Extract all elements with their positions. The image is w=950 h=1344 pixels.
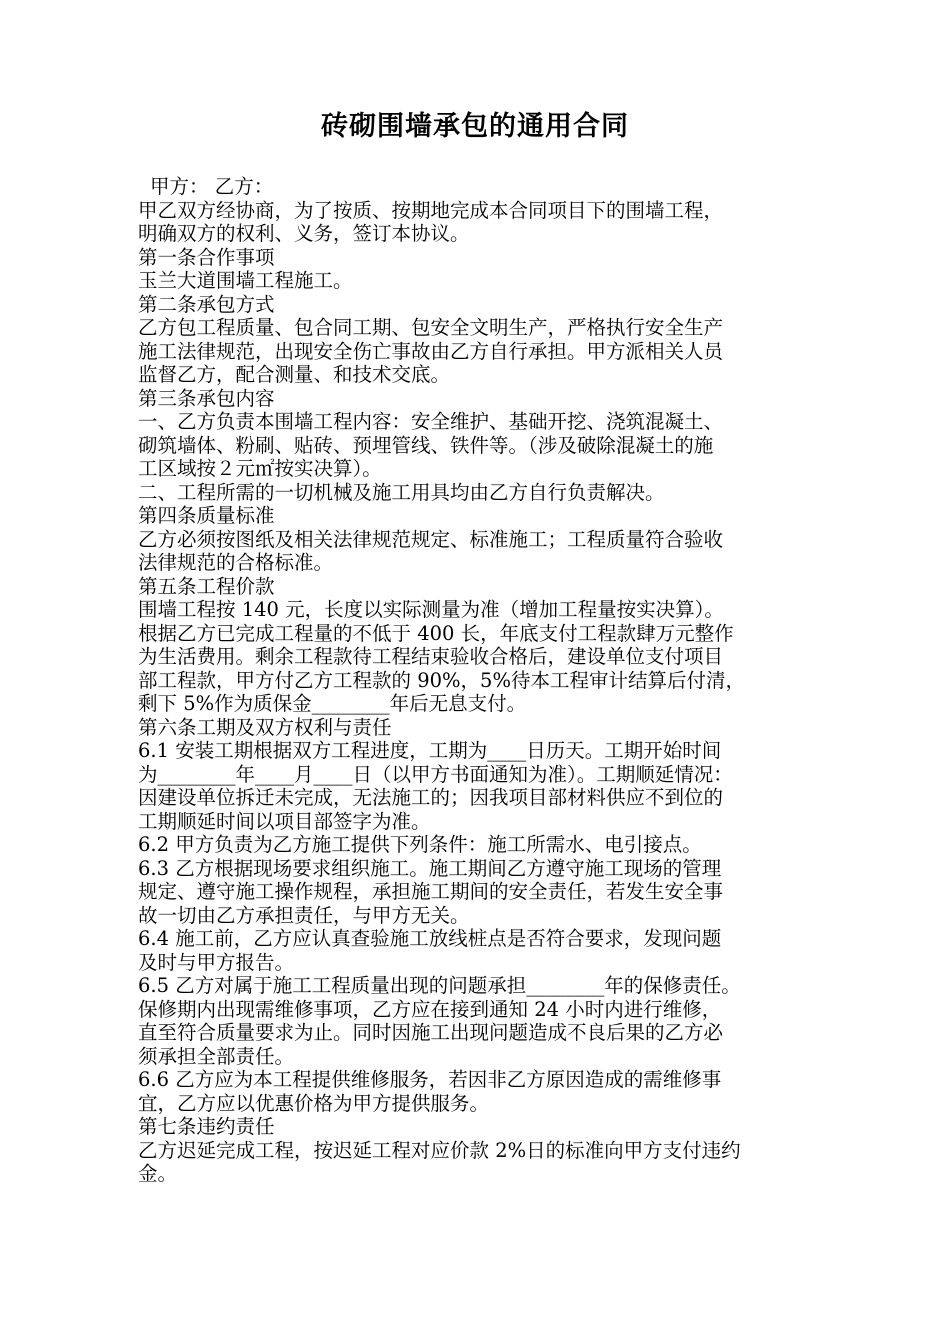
text-line: 第一条合作事项: [138, 245, 275, 269]
text-line: 须承担全部责任。: [138, 1044, 295, 1068]
text-line: 为________年____月____日（以甲方书面通知为准）。工期顺延情况：: [138, 762, 733, 786]
text-line: 砌筑墙体、粉刷、贴砖、预埋管线、铁件等。（涉及破除混凝土的施: [138, 433, 714, 457]
text-line: 6.4 施工前，乙方应认真查验施工放线桩点是否符合要求，发现问题: [138, 927, 722, 950]
text-line: 故一切由乙方承担责任，与甲方无关。: [138, 903, 470, 927]
text-line: 监督乙方，配合测量、和技术交底。: [138, 363, 451, 386]
text-line: 一、乙方负责本围墙工程内容：安全维护、基础开挖、浇筑混凝土、: [138, 410, 724, 433]
text-line: 规定、遵守施工操作规程，承担施工期间的安全责任，若发生安全事: [138, 880, 724, 903]
text-line: 第六条工期及双方权利与责任: [138, 715, 392, 739]
document-body: [138, 175, 828, 1186]
text-line: 第七条违约责任: [138, 1115, 275, 1138]
text-line: 6.1 安装工期根据双方工程进度，工期为____日历天。工期开始时间: [138, 739, 722, 762]
text-line: 第三条承包内容: [138, 386, 275, 410]
text-line: 甲乙双方经协商，为了按质、按期地完成本合同项目下的围墙工程，: [138, 198, 724, 222]
text-line: 乙方必须按图纸及相关法律规范规定、标准施工；工程质量符合验收: [138, 527, 724, 551]
document-title: 砖砌围墙承包的通用合同: [321, 111, 629, 142]
text-line: 6.2 甲方负责为乙方施工提供下列条件：施工所需水、电引接点。: [138, 833, 702, 856]
text-line: 第五条工程价款: [138, 574, 275, 598]
text-line: 围墙工程按 140 元，长度以实际测量为准（增加工程量按实决算）。: [138, 598, 724, 621]
paragraph-lines: [138, 199, 828, 1186]
text-line: 6.5 乙方对属于施工工程质量出现的问题承担________年的保修责任。: [138, 974, 741, 997]
text-line: 保修期内出现需维修事项，乙方应在接到通知 24 小时内进行维修，: [138, 997, 722, 1021]
text-line: 因建设单位拆迁未完成，无法施工的；因我项目部材料供应不到位的: [138, 786, 724, 809]
text-line: 法律规范的合格标准。: [138, 551, 334, 574]
text-line: 为生活费用。剩余工程款待工程结束验收合格后，建设单位支付项目: [138, 645, 724, 668]
text-line: 施工法律规范，出现安全伤亡事故由乙方自行承担。甲方派相关人员: [138, 339, 724, 363]
party-line: 甲方： 乙方：: [150, 175, 274, 198]
text-line: 及时与甲方报告。: [138, 950, 295, 974]
text-line: 第四条质量标准: [138, 504, 275, 527]
text-line: 6.3 乙方根据现场要求组织施工。施工期间乙方遵守施工现场的管理: [138, 856, 722, 880]
text-line: 第二条承包方式: [138, 292, 275, 316]
text-line: 明确双方的权利、义务，签订本协议。: [138, 222, 470, 245]
text-line: 金。: [138, 1162, 178, 1185]
text-line: 宜，乙方应以优惠价格为甲方提供服务。: [138, 1091, 490, 1115]
text-line: 工区域按２元㎡按实决算）。: [138, 457, 382, 480]
text-line: 部工程款，甲方付乙方工程款的 90%，5%待本工程审计结算后付清，: [138, 668, 745, 692]
text-line: 6.6 乙方应为本工程提供维修服务，若因非乙方原因造成的需维修事: [138, 1068, 722, 1091]
text-line: 乙方包工程质量、包合同工期、包安全文明生产，严格执行安全生产: [138, 316, 724, 339]
text-line: 剩下 5%作为质保金________年后无息支付。: [138, 692, 527, 715]
text-line: 根据乙方已完成工程量的不低于 400 长，年底支付工程款肆万元整作: [138, 621, 734, 645]
text-line: 工期顺延时间以项目部签字为准。: [138, 809, 431, 833]
text-line: 玉兰大道围墙工程施工。: [138, 269, 353, 292]
text-line: 二、工程所需的一切机械及施工用具均由乙方自行负责解决。: [138, 480, 665, 504]
text-line: 直至符合质量要求为止。同时因施工出现问题造成不良后果的乙方必: [138, 1021, 724, 1044]
text-line: 乙方迟延完成工程，按迟延工程对应价款 2%日的标准向甲方支付违约: [138, 1138, 741, 1162]
